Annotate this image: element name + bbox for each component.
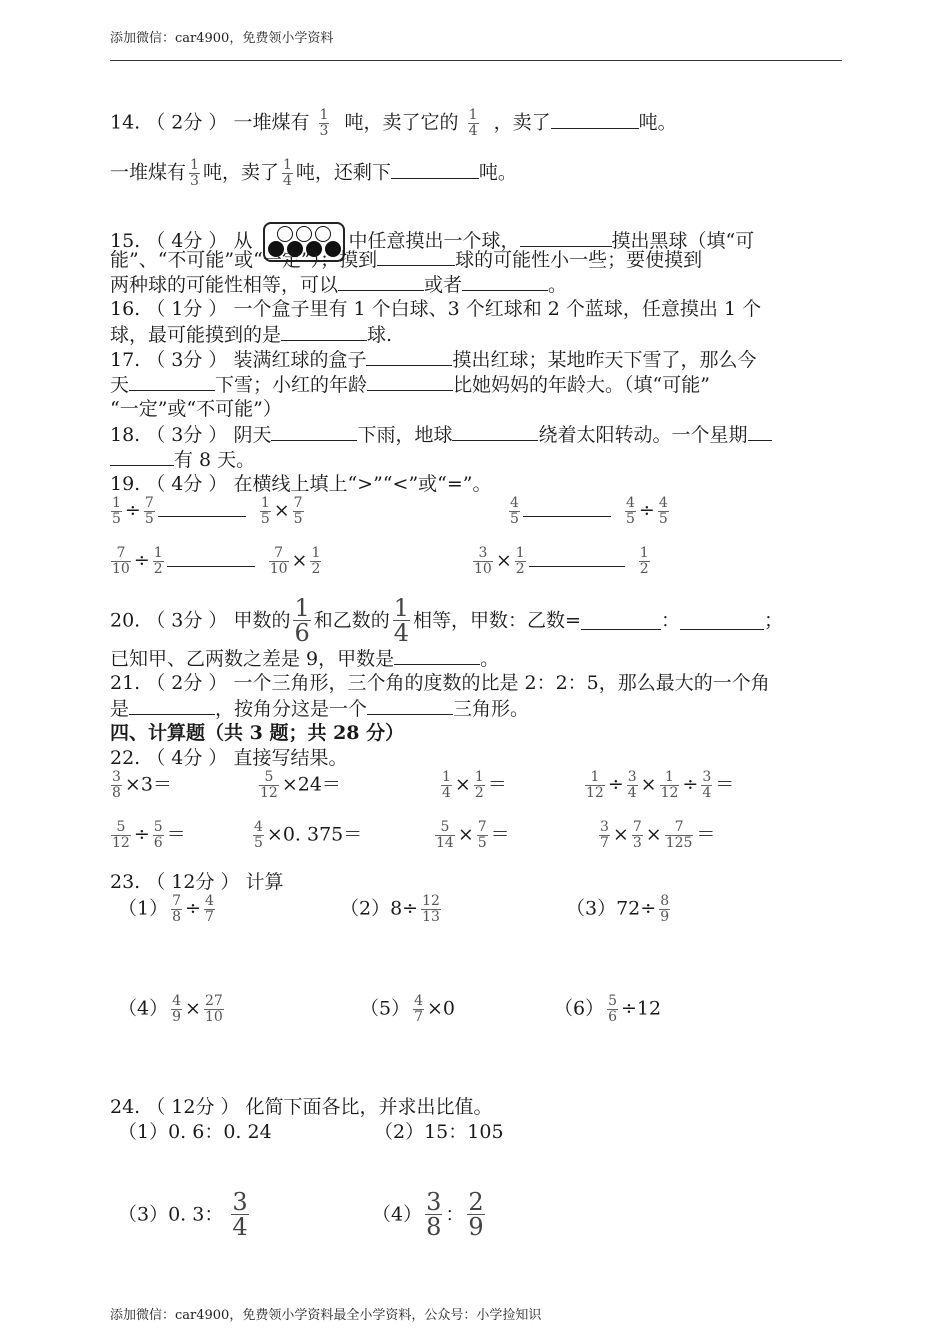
white-ball: [315, 226, 331, 242]
q24-p4: （4） $\frac{3}{8}$ ： $\frac{2}{9}$: [372, 1188, 484, 1241]
q22-title: 22. （ 4分 ） 直接写结果。: [110, 747, 348, 769]
fraction: $\frac{1}{4}$: [468, 107, 478, 139]
answer-blank[interactable]: [129, 696, 215, 715]
white-ball: [277, 226, 293, 242]
q16-line2: 球，最可能摸到的是 球.: [110, 324, 393, 346]
answer-blank[interactable]: [366, 347, 452, 366]
answer-blank[interactable]: [129, 372, 215, 391]
q22-r1c1: $\frac{3}{8}$ ×3＝: [112, 769, 172, 801]
section-title: 四、计算题（共 3 题；共 28 分）: [110, 722, 405, 744]
header-rule: [110, 60, 842, 61]
footer-text: 添加微信：car4900，免费领小学资料最全小学资料，公众号：小学捡知识: [110, 1308, 542, 1323]
q22-r1c2: $\frac{5}{12}$ ×24＝: [260, 769, 341, 801]
q21-line2: 是 ，按角分这是一个 三角形。: [110, 698, 530, 720]
q24-p1: （1）0. 6：0. 24: [118, 1121, 272, 1143]
q24-p3: （3）0. 3： $\frac{3}{4}$: [118, 1188, 248, 1241]
answer-blank[interactable]: [110, 447, 174, 466]
q14-line1: 14. （ 2分 ） 一堆煤有 $\frac{1}{3}$ 吨，卖了它的 $\frac{1}{4}$ ，卖了 吨。: [110, 107, 677, 139]
q23-title: 23. （ 12分 ） 计算: [110, 871, 284, 893]
answer-blank[interactable]: [338, 272, 424, 291]
q14-line2: 一堆煤有 $\frac{1}{3}$ 吨，卖了 $\frac{1}{4}$ 吨，还剩下 吨。: [110, 157, 517, 189]
answer-blank[interactable]: [158, 498, 246, 517]
answer-blank[interactable]: [271, 422, 357, 441]
q19-r1c2: $\frac{4}{5}$ $\frac{4}{5}$ ÷ $\frac{4}{5}$: [510, 495, 668, 527]
answer-blank[interactable]: [452, 422, 538, 441]
fraction: $\frac{1}{3}$: [190, 157, 199, 189]
answer-blank[interactable]: [367, 696, 453, 715]
q23-p6: （6） $\frac{5}{6}$ ÷12: [554, 993, 662, 1025]
q15-line1: 15. （ 4分 ） 从 中任意摸出一个球， 摸出黑球（填“可: [110, 222, 754, 262]
q18-line2: 有 8 天。: [110, 447, 255, 472]
q23-p4: （4） $\frac{4}{9}$ × $\frac{27}{10}$: [118, 993, 223, 1025]
white-ball: [296, 226, 312, 242]
q19-r2c1: $\frac{7}{10}$ ÷ $\frac{1}{2}$ $\frac{7}{10}$ × $\frac{1}{2}$: [112, 545, 321, 577]
q19-r1c1: $\frac{1}{5}$ ÷ $\frac{7}{5}$ $\frac{1}{5}$ × $\frac{7}{5}$: [112, 495, 303, 527]
q16-line1: 16. （ 1分 ） 一个盒子里有 1 个白球、3 个红球和 2 个蓝球，任意摸出 1 个: [110, 298, 762, 320]
answer-blank[interactable]: [551, 110, 639, 129]
q22-r2c2: $\frac{4}{5}$ ×0. 375＝: [254, 819, 363, 851]
q24-p2: （2）15：105: [374, 1121, 504, 1143]
q15-line2: 能”、“不可能”或“一定”）；摸到 球的可能性小一些；要使摸到: [110, 249, 703, 271]
q22-r2c4: $\frac{3}{7}$ × $\frac{7}{3}$ × $\frac{7}{125}$ ＝: [600, 819, 716, 851]
q22-r2c3: $\frac{5}{14}$ × $\frac{7}{5}$ ＝: [436, 819, 510, 851]
answer-blank[interactable]: [367, 372, 453, 391]
q24-title: 24. （ 12分 ） 化简下面各比，并求出比值。: [110, 1096, 493, 1118]
q19-title: 19. （ 4分 ） 在横线上填上“>”“<”或“=”。: [110, 473, 492, 495]
q23-p3: （3）72÷ $\frac{8}{9}$: [566, 893, 670, 925]
answer-blank[interactable]: [523, 498, 611, 517]
q19-r2c2: $\frac{3}{10}$ × $\frac{1}{2}$ $\frac{1}{2}$: [474, 545, 649, 577]
q20-line1: 20. （ 3分 ） 甲数的 $\frac{1}{6}$ 和乙数的 $\frac{1}{4}$ 相等，甲数：乙数= ： ；: [110, 594, 783, 647]
q17-line3: “一定”或“不可能”）: [110, 398, 282, 420]
answer-blank[interactable]: [391, 160, 479, 179]
q17-line2: 天 下雪；小红的年龄 比她妈妈的年龄大。（填“可能”: [110, 374, 710, 396]
answer-blank[interactable]: [520, 228, 612, 247]
header-text: 添加微信：car4900，免费领小学资料: [110, 31, 334, 46]
q22-r1c3: $\frac{1}{4}$ × $\frac{1}{2}$ ＝: [442, 769, 507, 801]
q23-p5: （5） $\frac{4}{7}$ ×0: [360, 993, 456, 1025]
q23-p1: （1） $\frac{7}{8}$ ÷ $\frac{4}{7}$: [118, 893, 214, 925]
answer-blank[interactable]: [581, 611, 661, 630]
answer-blank[interactable]: [748, 422, 772, 441]
answer-blank[interactable]: [462, 272, 548, 291]
fraction: $\frac{1}{3}$: [319, 107, 329, 139]
q17-line1: 17. （ 3分 ） 装满红球的盒子 摸出红球；某地昨天下雪了，那么今: [110, 349, 757, 371]
answer-blank[interactable]: [281, 322, 367, 341]
q18-line1: 18. （ 3分 ） 阴天 下雨，地球 绕着太阳转动。一个星期: [110, 422, 772, 447]
answer-blank[interactable]: [529, 548, 625, 567]
fraction: $\frac{1}{4}$: [393, 594, 410, 647]
q21-line1: 21. （ 2分 ） 一个三角形，三个角的度数的比是 2：2：5，那么最大的一个角: [110, 672, 770, 694]
fraction: $\frac{1}{4}$: [282, 157, 292, 189]
q20-line2: 已知甲、乙两数之差是 9，甲数是 。: [110, 648, 500, 670]
fraction: $\frac{1}{6}$: [294, 594, 310, 647]
q22-r1c4: $\frac{1}{12}$ ÷ $\frac{3}{4}$ × $\frac{1}{12}$ ÷ $\frac{3}{4}$ ＝: [586, 769, 735, 801]
q23-p2: （2）8÷ $\frac{12}{13}$: [340, 893, 440, 925]
answer-blank[interactable]: [167, 548, 255, 567]
q22-r2c1: $\frac{5}{12}$ ÷ $\frac{5}{6}$ ＝: [112, 819, 186, 851]
answer-blank[interactable]: [680, 611, 764, 630]
q15-line3: 两种球的可能性相等，可以 或者 。: [110, 274, 568, 296]
answer-blank[interactable]: [377, 247, 455, 266]
answer-blank[interactable]: [394, 646, 480, 665]
